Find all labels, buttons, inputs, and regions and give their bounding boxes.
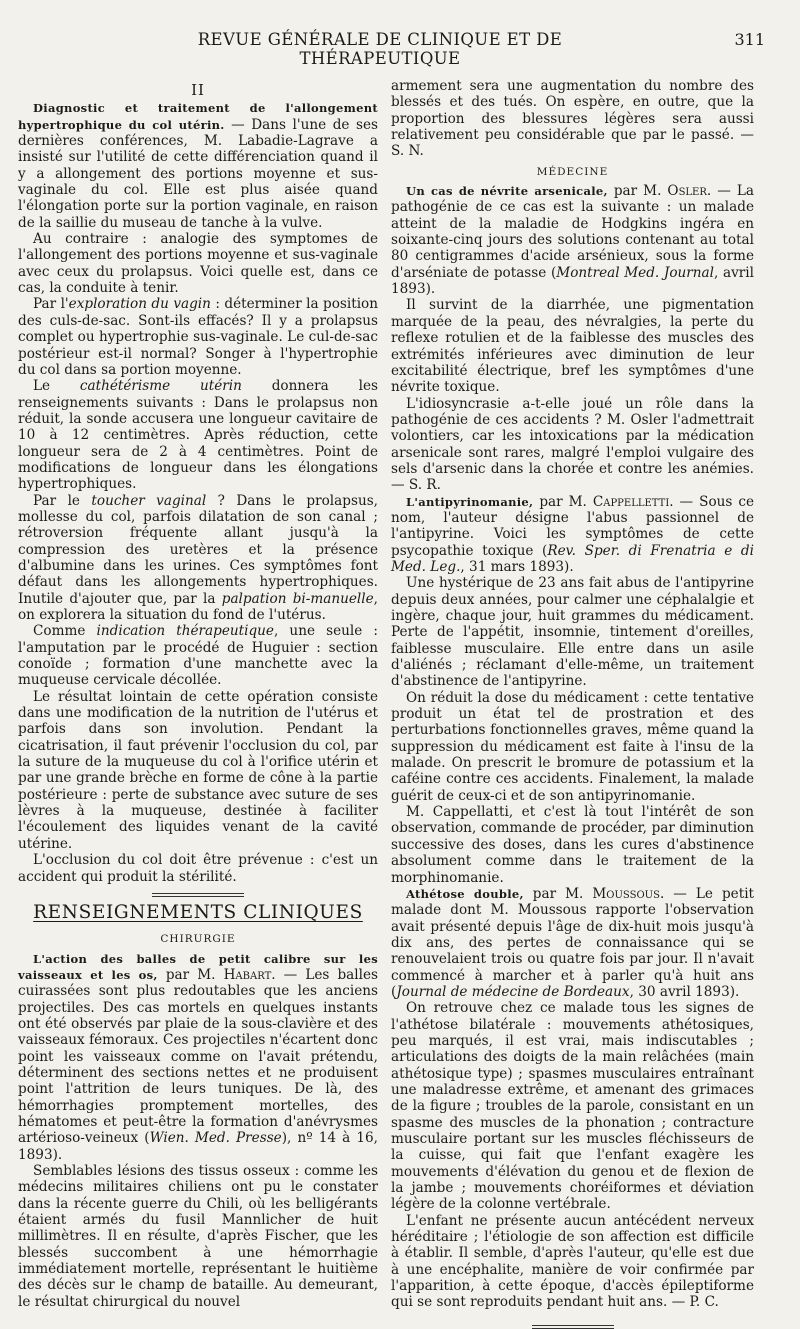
paragraph: Semblables lésions des tissus osseux : comme les médecins militaires chiliens ont pu le constater dans la récente guerre du Chili, où les belligérants étaient armés du fusil Mannlicher de huit millimètres. Il en résulte, d'après Fischer, que les blessés succombent à une hémorrhagie immédiatement mortelle, représentant le huitième des décès sur le champ de bataille. Au demeurant, le résultat chirurgical du nouvel: [18, 1163, 378, 1310]
journal-reference: Wien. Med. Presse: [149, 1130, 282, 1147]
paragraph: Il survint de la diarrhée, une pigmentation marquée de la peau, des névralgies, la perte du reflexe rotulien et de la faiblesse des muscles des extrémités inférieures avec diminution de leur excitabilité électrique, bref les symptômes d'une névrite toxique.: [391, 297, 754, 396]
text: par M.: [157, 966, 224, 983]
author-name: Moussous: [592, 885, 660, 902]
text: donnera les renseignements suivants : Dans le prolapsus non réduit, la sonde accusera une longueur cavitaire de 10 à 12 centimètres. Après réduction, cette longueur sera de 2 à 4 centimètres. Point de modifications de longueur dans les élongations hypertrophiques.: [18, 378, 378, 493]
author-name: Osler: [667, 183, 707, 200]
paragraph: [18, 296, 378, 378]
paragraph: On réduit la dose du médicament : cette tentative produit un état tel de prostration et des perturbations fonctionnelles graves, même quand la suppression du médicament est faite à l'insu de la malade. On prescrit le bromure de potassium et la caféine contre ces accidents. Finalement, la malade guérit de ceux-ci et de son antipyrinomanie.: [391, 689, 754, 804]
journal-reference: Journal de médecine de Bordeaux: [396, 983, 630, 1000]
article-heading: L'action des balles de petit calibre sur les vaisseaux et les os,: [18, 951, 378, 982]
running-header: [0, 28, 800, 68]
paragraph: L'enfant ne présente aucun antécédent nerveux héréditaire ; l'étiologie de son affection est difficile à établir. Il semble, d'après l'auteur, qu'elle est due à une encéphalite, manière de voir confirmée par l'apparition, à cette époque, d'accès épileptiforme qui se sont reproduits pendant huit ans. — P. C.: [391, 1212, 754, 1311]
article-balles: [18, 951, 378, 1163]
text: ? Dans le prolapsus, mollesse du col, parfois dilatation de son canal ; rétroversion fréquente allant jusqu'à la compression des uretères et la présence d'albumine dans les urines. Ces symptômes font défaut dans les allongements hypertrophiques. Inutile d'ajouter que, par la: [18, 492, 378, 607]
right-column: [391, 78, 754, 1329]
paragraph: On retrouve chez ce malade tous les signes de l'athétose bilatérale : mouvements athétosiques, peu marqués, il est vrai, mais indiscutables ; articulations des doigts de la main relâchées (main athétosique type) ; spasmes musculaires entraînant une maladresse extrême, et amenant des grimaces de la figure ; troubles de la parole, consistant en un spasme des muscles de la phonation ; contracture musculaire portant sur les muscles fléchisseurs de la cuisse, qui fait que l'enfant exagère les mouvements d'élévation du genou et de flexion de la jambe ; mouvements choréiformes et déviation légère de la colonne vertébrale.: [391, 1000, 754, 1213]
paragraph: [18, 378, 378, 492]
text: : déterminer la position des culs-de-sac. Sont-ils effacés? Il y a prolapsus complet ou hypertrophie sus-vaginale. Le cul-de-sac postérieur est-il normal? Songer à l'hypertrophie du col dans sa portion moyenne.: [18, 296, 378, 378]
article-heading: Athétose double,: [406, 886, 524, 901]
end-rule: [532, 1325, 614, 1329]
text: par M.: [607, 183, 668, 200]
text: Par l': [33, 296, 69, 313]
text: . — Sous ce nom, l'auteur désigne l'abus passionnel de l'antipyrine. Voici les symptômes de cette psycopathie toxique (: [391, 493, 754, 559]
italic-term: palpation bi-manuelle: [221, 590, 374, 607]
text: Comme: [33, 623, 97, 640]
paragraph-continued: armement sera une augmentation du nombre des blessés et des tués. On espère, en outre, que la proportion des blessures légères sera aussi relativement peu considérable que par le passé. — S. N.: [391, 78, 754, 160]
subsection-heading: MÉDECINE: [536, 165, 609, 178]
article-nevrite: [391, 183, 754, 297]
italic-term: cathétérisme utérin: [79, 378, 242, 395]
section-title: RENSEIGNEMENTS CLINIQUES: [33, 901, 363, 923]
section-number: II: [191, 81, 205, 99]
text: , 31 mars 1893).: [460, 558, 574, 575]
author-name: Habart: [223, 966, 272, 983]
text: . — Le petit malade dont M. Moussous rapporte l'observation avait présenté depuis l'âge de dix-huit mois jusqu'à dix ans, des pertes de connaissance qui se renouvelaient trois ou quatre fois par jour. Il n'avait commencé à marcher et à parler qu'à huit ans (: [391, 885, 754, 1000]
text: Le: [33, 378, 80, 395]
journal-reference: Montreal Med. Journal: [556, 264, 715, 281]
paragraph: M. Cappellatti, et c'est là tout l'intérêt de son observation, commande de procéder, par diminution successive des doses, dans les cures d'abstinence absolument comme dans le traitement de la morphinomanie.: [391, 804, 754, 886]
text: par M.: [533, 493, 593, 510]
journal-title: REVUE GÉNÉRALE DE CLINIQUE ET DE THÉRAPEUTIQUE: [197, 30, 563, 68]
text: , 30 avril 1893).: [629, 983, 740, 1000]
article-heading: Diagnostic et traitement de l'allongement hypertrophique du col utérin.: [18, 101, 378, 132]
text: . — La pathogénie de ce cas est la suivante : un malade atteint de la maladie de Hodgkins ingéra en soixante-cinq jours des solutions contenant au total 80 centigrammes d'acide arsénieux, sous la forme d'arséniate de potasse (: [391, 183, 754, 281]
paragraph: — Dans l'une de ses dernières conférences, M. Labadie-Lagrave a insisté sur l'utilité de cette différenciation quand il y a allongement des portions moyenne et sus-vaginale du col. Elle est plus aisée quand l'élongation porte sur la portion vaginale, en raison de la saillie du museau de tanche à la vulve.: [18, 116, 378, 231]
paragraph: Le résultat lointain de cette opération consiste dans une modification de la nutrition de l'utérus et parfois dans son involution. Pendant la cicatrisation, il faut prévenir l'occlusion du col, par la suture de la muqueuse du col à l'orifice utérin et par une grande brèche en forme de cône à la partie postérieure : perte de substance avec suture de ses lèvres à la muqueuse, destinée à faciliter l'écoulement des liquides venant de la cavité utérine.: [18, 688, 378, 852]
article-heading: Un cas de névrite arsenicale,: [406, 184, 608, 199]
text: . — Les balles cuirassées sont plus redoutables que les anciens projectiles. Des cas mortels en quelques instants ont été observés par plaie de la sous-clavière et des vaisseaux fémoraux. Ces projectiles n'écartent donc point les vaisseaux comme on l'avait prétendu, déterminent des sections nettes et ne produisent point l'attrition de leurs tuniques. De là, des hémorrhagies promptement mortelles, des hématomes et peut-être la formation d'anévrysmes artérioso-veineux (: [18, 966, 379, 1147]
article-diagnostic: [18, 100, 378, 231]
paragraph: [18, 493, 378, 624]
text: ), nº 14 à 16, 1893).: [18, 1130, 378, 1163]
article-heading: L'antipyrinomanie,: [406, 494, 534, 509]
paragraph: Une hystérique de 23 ans fait abus de l'antipyrine depuis deux années, pour calmer une céphalalgie et ingère, chaque jour, huit grammes du médicament. Perte de l'appétit, insomnie, tintement d'oreilles, faiblesse musculaire. Elle entre dans un asile d'aliénés ; réclamant d'elle-même, un traitement d'abstinence de l'antipyrine.: [391, 575, 754, 690]
article-antipyrinomanie: [391, 494, 754, 576]
article-athetose: [391, 886, 754, 1000]
text: , avril 1893).: [391, 264, 754, 298]
left-column: [18, 78, 378, 1310]
italic-term: toucher vaginal: [91, 492, 207, 509]
page-number: 311: [734, 30, 765, 49]
paragraph: Au contraire : analogie des symptomes de l'allongement des portions moyenne et sus-vaginale avec ceux du prolapsus. Voici quelle est, dans ce cas, la conduite à tenir.: [18, 231, 378, 297]
text: Par le: [33, 492, 92, 509]
text: par M.: [523, 885, 593, 902]
italic-term: indication thérapeutique: [96, 623, 274, 640]
paragraph: L'idiosyncrasie a-t-elle joué un rôle dans la pathogénie de ces accidents ? M. Osler l'admettrait volontiers, car les intoxications par la médication arsenicale sont rares, malgré l'emploi vulgaire des sels d'arsenic dans la chorée et contre les anémies. — S. R.: [391, 395, 754, 494]
journal-reference: Rev. Sper. di Frenatria e di Med. Leg.: [391, 542, 754, 575]
italic-term: exploration du vagin: [68, 296, 211, 313]
subsection-heading: CHIRURGIE: [160, 933, 236, 946]
paragraph: [18, 623, 378, 688]
text: , une seule : l'amputation par le procédé de Huguier : section conoïde ; formation d'une manchette avec la muqueuse cervicale décollée.: [18, 623, 378, 689]
author-name: Cappelletti: [592, 493, 670, 510]
text: , on explorera la situation du fond de l'utérus.: [18, 590, 378, 623]
paragraph: L'occlusion du col doit être prévenue : c'est un accident qui produit la stérilité.: [18, 852, 378, 885]
double-rule: [152, 893, 244, 897]
